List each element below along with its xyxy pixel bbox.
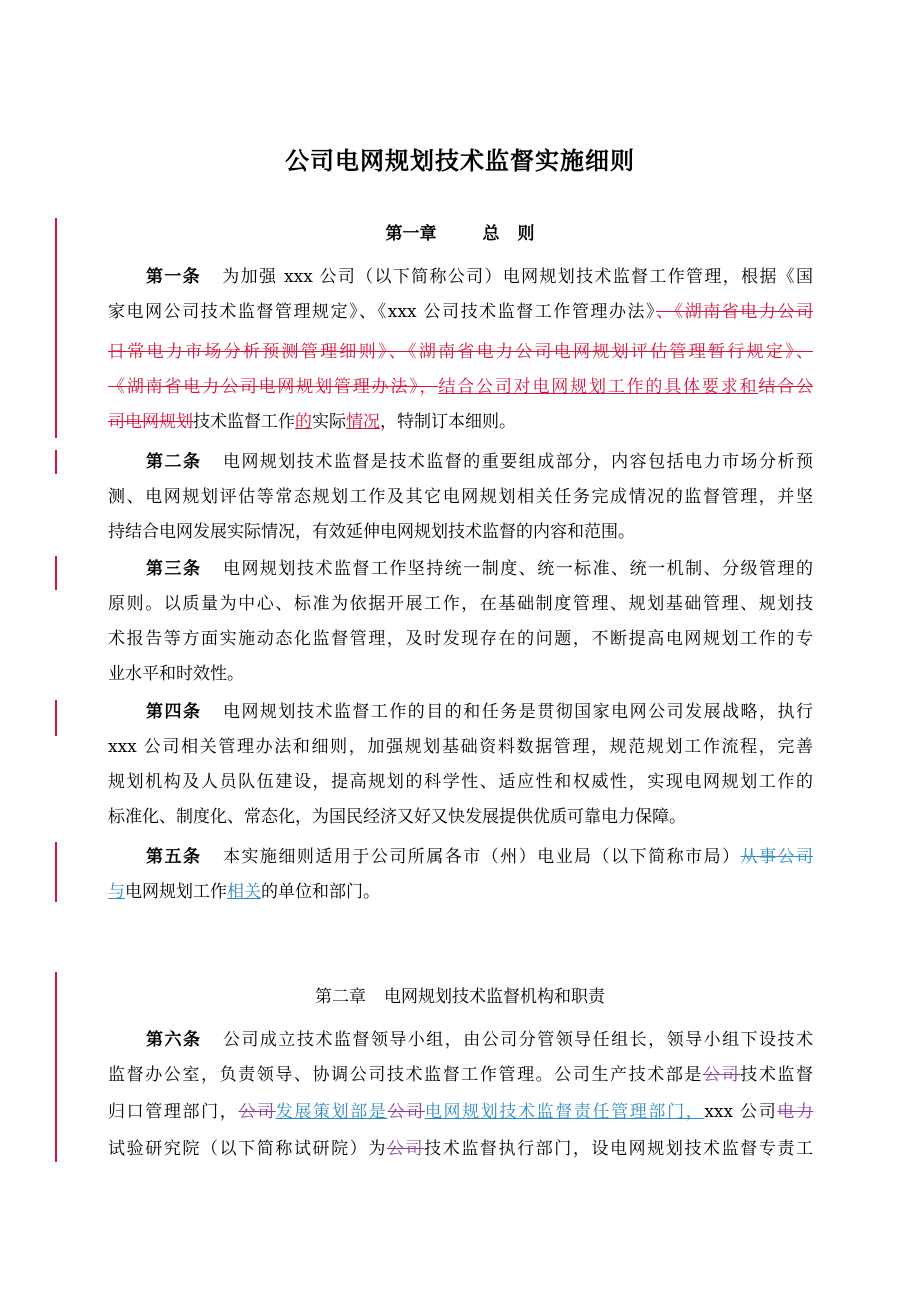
inserted-text: 与 <box>108 882 125 902</box>
article-4-line-4: 标准化、制度化、常态化，为国民经济又好又快发展提供优质可靠电力保障。 <box>108 807 686 827</box>
inserted-text: 情况 <box>346 412 380 432</box>
article-label: 第二条 <box>146 452 202 472</box>
article-1-line-2: 家电网公司技术监督管理规定》、《xxx 公司技术监督工作管理办法》、《湖南省电力公司 <box>108 302 813 322</box>
deleted-text: 公司 <box>386 1139 425 1159</box>
article-label: 第六条 <box>146 1030 202 1050</box>
document-title: 公司电网规划技术监督实施细则 <box>285 146 635 175</box>
deleted-text: 公司 <box>703 1065 741 1085</box>
inserted-text: 的 <box>295 412 312 432</box>
article-1-line-3 <box>108 338 813 366</box>
article-3-line-4: 业水平和时效性。 <box>108 664 244 684</box>
article-2-line-3: 持结合电网发展实际情况，有效延伸电网规划技术监督的内容和范围。 <box>108 522 635 542</box>
deleted-text: 结合公 <box>758 377 814 397</box>
chapter-name: 则 <box>517 224 535 244</box>
deleted-text: 公司 <box>387 1102 425 1122</box>
inserted-text: 电网规划技术监督责任管理部门， <box>424 1102 705 1122</box>
chapter-name: 总 <box>482 224 500 244</box>
deleted-text: 电力 <box>777 1102 814 1122</box>
change-bar <box>55 450 57 474</box>
article-4-line-2: xxx 公司相关管理办法和细则，加强规划基础资料数据管理，规范规划工作流程，完善 <box>108 737 813 757</box>
deleted-text: 、《湖南省电力公司 <box>656 302 813 322</box>
article-6-line-2: 监督办公室，负责领导、协调公司技术监督工作管理。公司生产技术部是公司技术监督 <box>108 1065 814 1085</box>
chapter-number: 第二章 <box>315 987 366 1007</box>
article-1-line-4 <box>108 373 813 401</box>
article-4-line-1: 第四条 电网规划技术监督工作的目的和任务是贯彻国家电网公司发展战略，执行 <box>146 702 814 722</box>
article-3-line-3: 术报告等方面实施动态化监督管理，及时发现存在的问题，不断提高电网规划工作的专 <box>108 629 813 649</box>
chapter-number: 第一章 <box>385 224 437 244</box>
article-3-line-2: 原则。以质量为中心、标准为依据开展工作，在基础制度管理、规划基础管理、规划技 <box>108 594 813 614</box>
article-1-line-5: 司电网规划技术监督工作的实际情况，特制订本细则。 <box>108 412 516 432</box>
deleted-text: 公司 <box>238 1102 276 1122</box>
deleted-text: 《湖南省电力公司电网规划管理办法》， <box>108 377 439 397</box>
article-label: 第一条 <box>146 267 201 287</box>
article-2-line-1: 第二条 电网规划技术监督是技术监督的重要组成部分，内容包括电力市场分析预 <box>146 452 814 472</box>
change-bar <box>55 556 57 590</box>
article-5-line-1: 第五条 本实施细则适用于公司所属各市（州）电业局（以下简称市局）从事公司 <box>146 847 814 867</box>
change-bar <box>55 700 57 736</box>
chapter-1-heading <box>0 219 920 244</box>
article-3-line-1: 第三条 电网规划技术监督工作坚持统一制度、统一标准、统一机制、分级管理的 <box>146 559 814 579</box>
article-label: 第三条 <box>146 559 202 579</box>
article-6-line-4: 试验研究院（以下简称试研院）为公司技术监督执行部门，设电网规划技术监督专责工 <box>108 1139 814 1159</box>
inserted-text: 发展策划部是 <box>275 1102 388 1122</box>
article-6-line-1: 第六条 公司成立技术监督领导小组，由公司分管领导任组长，领导小组下设技术 <box>146 1030 814 1050</box>
article-2-line-2: 测、电网规划评估等常态规划工作及其它电网规划相关任务完成情况的监督管理，并坚 <box>108 487 813 507</box>
article-1-line-1: 第一条 为加强 xxx 公司（以下简称公司）电网规划技术监督工作管理，根据《国 <box>146 267 813 287</box>
article-5-line-2: 与电网规划工作相关的单位和部门。 <box>108 882 380 902</box>
inserted-text: 相关 <box>227 882 261 902</box>
change-bar <box>55 842 57 902</box>
chapter-name: 电网规划技术监督机构和职责 <box>384 987 605 1007</box>
article-4-line-3: 规划机构及人员队伍建设，提高规划的科学性、适应性和权威性，实现电网规划工作的 <box>108 772 813 792</box>
article-6-line-3: 归口管理部门，公司发展策划部是公司电网规划技术监督责任管理部门，xxx 公司电力 <box>108 1102 814 1122</box>
chapter-2-heading <box>0 982 920 1007</box>
article-label: 第四条 <box>146 702 202 722</box>
deleted-text: 从事公司 <box>740 847 814 867</box>
deleted-text: 日常电力市场分析预测管理细则》、《湖南省电力公司电网规划评估管理暂行规定》、 <box>108 342 813 362</box>
article-label: 第五条 <box>146 847 202 867</box>
inserted-text: 结合公司对电网规划工作的具体要求和 <box>438 377 759 397</box>
change-bar <box>55 218 57 438</box>
deleted-text: 司电网规划 <box>108 412 193 432</box>
